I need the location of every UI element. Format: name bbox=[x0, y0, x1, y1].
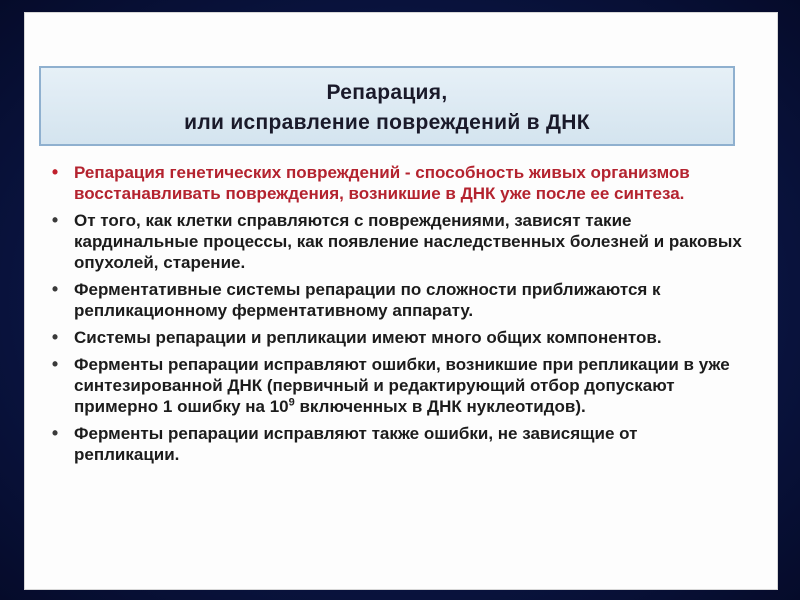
bullet-item-complexity bbox=[42, 279, 742, 321]
bullet-marker: • bbox=[51, 423, 59, 443]
bullet-item-common-components bbox=[42, 327, 742, 348]
bullet-item-definition bbox=[42, 162, 742, 204]
bullet-list bbox=[42, 162, 742, 471]
bullet-item-error-correction bbox=[42, 354, 742, 417]
bullet-text: Репарация генетических повреждений - способность живых организмов восстанавливать повреждения, возникшие в ДНК уже после ее синтеза. bbox=[74, 163, 690, 203]
bullet-text-after: включенных в ДНК нуклеотидов). bbox=[294, 397, 586, 416]
bullet-marker: • bbox=[51, 279, 59, 299]
bullet-text: Системы репарации и репликации имеют много общих компонентов. bbox=[74, 328, 662, 347]
bullet-text: Ферменты репарации исправляют также ошибки, не зависящие от репликации. bbox=[74, 424, 638, 464]
bullet-item-consequences bbox=[42, 210, 742, 273]
bullet-marker: • bbox=[51, 210, 59, 230]
bullet-text: Ферментативные системы репарации по сложности приближаются к репликационному ферментативному аппарату. bbox=[74, 280, 661, 320]
bullet-marker: • bbox=[51, 162, 59, 182]
bullet-item-independent-errors bbox=[42, 423, 742, 465]
bullet-marker: • bbox=[51, 354, 59, 374]
bullet-text: От того, как клетки справляются с повреждениями, зависят такие кардинальные процессы, как появление наследственных болезней и раковых опухолей, старение. bbox=[74, 211, 742, 272]
exponent: 9 bbox=[288, 396, 295, 409]
bullet-marker: • bbox=[51, 327, 59, 347]
bullet-text-before: Ферменты репарации исправляют ошибки, возникшие при репликации в уже синтезированной ДНК (первичный и редактирующий отбор допускают примерно 1 ошибку на 10 bbox=[74, 355, 730, 416]
slide bbox=[24, 12, 778, 590]
slide-title-line-1: Репарация, bbox=[326, 81, 448, 104]
title-box bbox=[39, 66, 735, 146]
slide-title-line-2: или исправление повреждений в ДНК bbox=[184, 111, 590, 134]
